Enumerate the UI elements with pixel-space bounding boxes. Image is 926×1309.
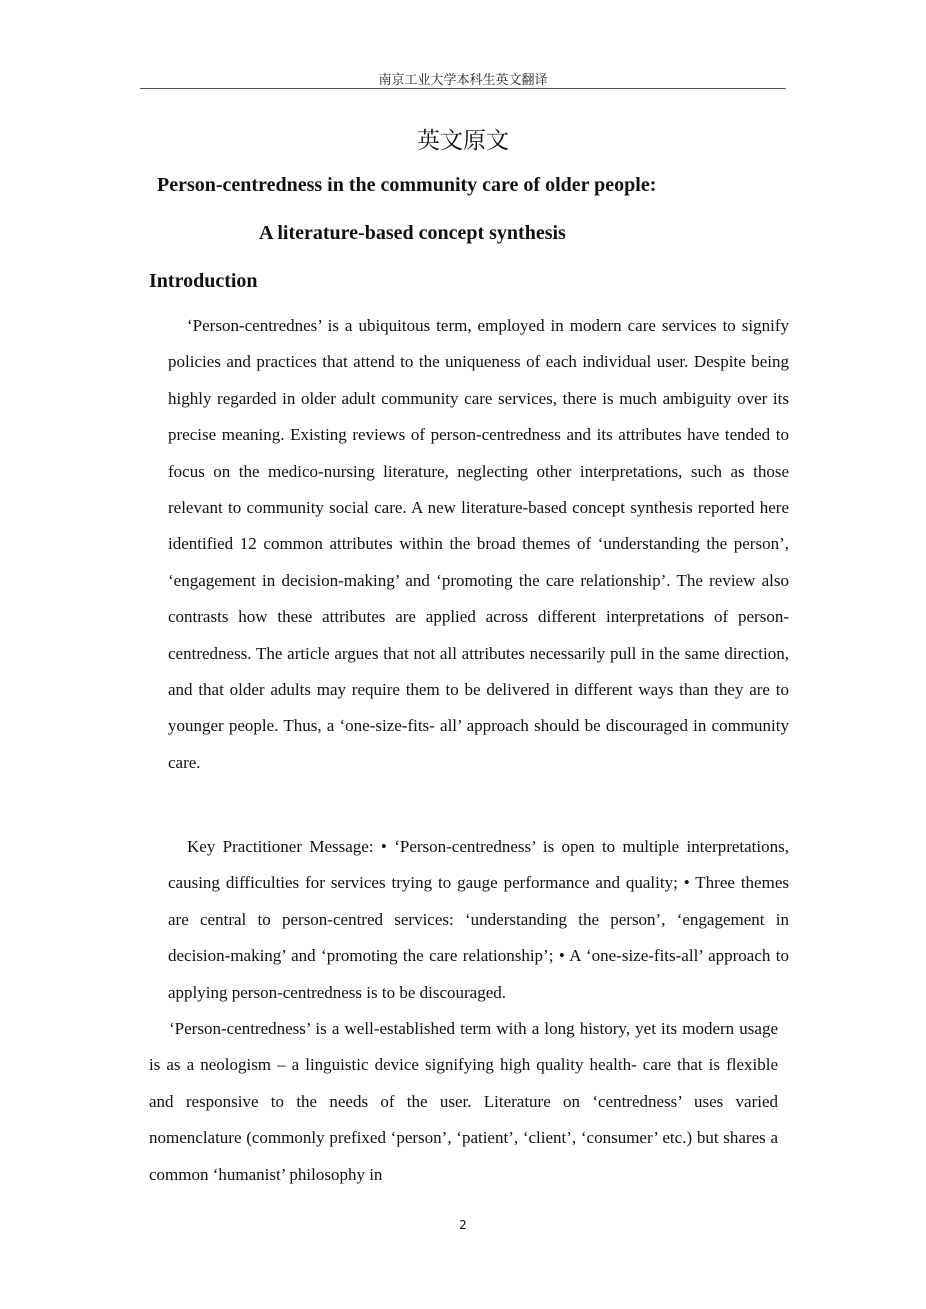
article-title-line-2: A literature-based concept synthesis — [259, 222, 566, 244]
key-message-paragraph: Key Practitioner Message: • ‘Person-centredness’ is open to multiple interpretations, causing difficulties for services trying to gauge performance and quality; • Three themes are central to person-centred services: ‘understanding the person’, ‘engagement in decision-making’ and ‘promoting the care relationship’; • A ‘one-size-fits-all’ approach to applying person-centredness is to be discouraged. — [168, 837, 789, 1002]
body-paragraph: ‘Person-centredness’ is a well-established term with a long history, yet its modern usage is as a neologism – a linguistic device signifying high quality health- care that is flexible and responsive to the needs of the user. Literature on ‘centredness’ uses varied nomenclature (commonly prefixed ‘person’, ‘patient’, ‘client’, ‘consumer’ etc.) but shares a common ‘humanist’ philosophy in — [149, 1019, 778, 1184]
page-number: 2 — [459, 1218, 467, 1232]
header-rule — [140, 88, 786, 89]
section-heading: Introduction — [149, 270, 258, 292]
page-title: 英文原文 — [417, 128, 509, 154]
running-header: 南京工业大学本科生英文翻译 — [378, 73, 548, 88]
article-title-line-1: Person-centredness in the community care of older people: — [157, 174, 657, 196]
abstract-paragraph: ‘Person-centrednes’ is a ubiquitous term, employed in modern care services to signify policies and practices that attend to the uniqueness of each individual user. Despite being highly regarded in older adult community care services, there is much ambiguity over its precise meaning. Existing reviews of person-centredness and its attributes have tended to focus on the medico-nursing literature, neglecting other interpretations, such as those relevant to community social care. A new literature-based concept synthesis reported here identified 12 common attributes within the broad themes of ‘understanding the person’, ‘engagement in decision-making’ and ‘promoting the care relationship’. The review also contrasts how these attributes are applied across different interpretations of person-centredness. The article argues that not all attributes necessarily pull in the same direction, and that older adults may require them to be delivered in different ways than they are to younger people. Thus, a ‘one-size-fits- all’ approach should be discouraged in community care. — [168, 316, 789, 772]
